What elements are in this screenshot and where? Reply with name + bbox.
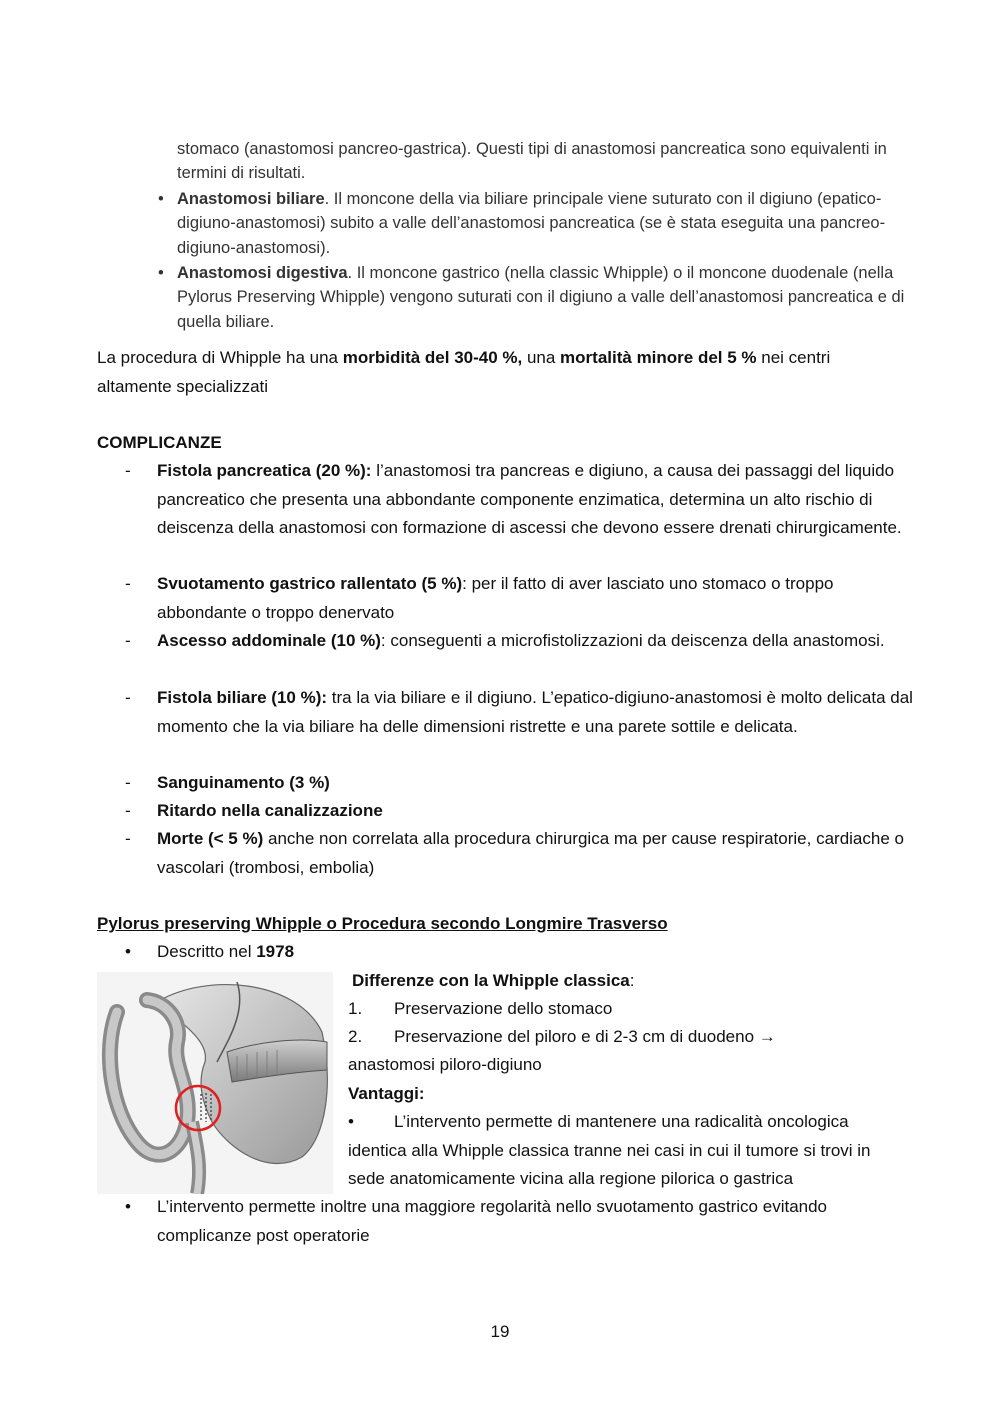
dash-bullet: - <box>125 773 131 792</box>
section-heading-pylorus: Pylorus preserving Whipple o Procedura secondo Longmire Trasverso <box>97 914 668 933</box>
list-item <box>158 261 917 335</box>
complication-title: Ritardo nella canalizzazione <box>157 801 383 820</box>
dash-bullet: - <box>125 461 131 480</box>
list-item-text: . Il moncone della via biliare principale viene suturato con il digiuno (epatico-digiuno-anastomosi) subito a valle dell’anastomosi pancreatica (se è stata eseguita una pancreo-digiuno-anastomosi). <box>177 189 886 257</box>
complication-title: Svuotamento gastrico rallentato (5 %) <box>157 574 463 593</box>
morbidity-paragraph: La procedura di Whipple ha una morbidità del 30-40 %, una mortalità minore del 5 % nei centri altamente specializzati <box>97 348 831 396</box>
vantaggi-item: L’intervento permette di mantenere una radicalità oncologica identica alla Whipple classica tranne nei casi in cui il tumore si trovi in sede anatomicamente vicina alla regione pilorica o gastrica <box>348 1112 871 1188</box>
complication-title: Fistola biliare (10 %): <box>157 688 328 707</box>
complication-item <box>125 627 917 656</box>
complication-text: : per il fatto di aver lasciato uno stomaco o troppo abbondante o troppo denervato <box>157 574 834 622</box>
list-item-bold: Anastomosi digestiva <box>177 263 348 282</box>
diff-heading: Differenze con la Whipple classica: <box>352 971 635 990</box>
vantaggi-heading: Vantaggi: <box>348 1084 425 1103</box>
numbered-item: 2. <box>348 1027 363 1046</box>
complication-text: : conseguenti a microfistolizzazioni da deiscenza della anastomosi. <box>380 631 885 650</box>
page-number: 19 <box>490 1322 510 1341</box>
list-item <box>158 187 917 261</box>
numbered-item-text: Preservazione del piloro e di 2-3 cm di duodeno → <box>394 1027 776 1046</box>
list-item: • L’intervento permette inoltre una maggiore regolarità nello svuotamento gastrico evitando complicanze post operatorie <box>157 1193 917 1250</box>
list-item: • Descritto nel 1978 <box>157 938 294 967</box>
dash-bullet: - <box>125 688 131 707</box>
bullet-icon: • <box>125 942 131 961</box>
complication-item <box>125 684 917 741</box>
dash-bullet: - <box>125 574 131 593</box>
section-heading-complicanze: COMPLICANZE <box>97 433 222 452</box>
list-item-text: . Il moncone gastrico (nella classic Whipple) o il moncone duodenale (nella Pylorus Preserving Whipple) vengono suturati con il digiuno a valle dell’anastomosi pancreatica e di quella biliare. <box>177 263 905 331</box>
dash-bullet: - <box>125 631 131 650</box>
complication-item <box>125 797 917 826</box>
complication-item <box>125 457 917 543</box>
pylorus-whipple-figure <box>97 972 333 1194</box>
complication-item <box>125 769 917 798</box>
list-item <box>177 137 917 186</box>
complication-text: l’anastomosi tra pancreas e digiuno, a causa dei passaggi del liquido pancreatico che presenta una abbondante componente enzimatica, determina un alto rischio di deiscenza della anastomosi con formazione di ascessi che devono essere drenati chirurgicamente. <box>157 461 902 537</box>
bullet-icon: • <box>348 1112 354 1131</box>
bullet-icon: • <box>125 1197 131 1216</box>
complication-item <box>125 570 917 627</box>
dash-bullet: - <box>125 801 131 820</box>
numbered-item: 1. <box>348 999 363 1018</box>
complication-title: Fistola pancreatica (20 %): <box>157 461 372 480</box>
list-item-text: stomaco (anastomosi pancreo-gastrica). Questi tipi di anastomosi pancreatica sono equivalenti in termini di risultati. <box>177 139 887 182</box>
complication-title: Ascesso addominale (10 %) <box>157 631 381 650</box>
bullet-icon: • <box>158 189 164 208</box>
numbered-item-text-cont: anastomosi piloro-digiuno <box>348 1055 542 1074</box>
complication-text: tra la via biliare e il digiuno. L’epatico-digiuno-anastomosi è molto delicata dal momento che la via biliare ha delle dimensioni ristrette e una parete sottile e delicata. <box>157 688 913 736</box>
complication-title: Morte (< 5 %) <box>157 829 264 848</box>
complication-title: Sanguinamento (3 %) <box>157 773 330 792</box>
dash-bullet: - <box>125 829 131 848</box>
bullet-icon: • <box>158 263 164 282</box>
complication-text: anche non correlata alla procedura chirurgica ma per cause respiratorie, cardiache o vascolari (trombosi, embolia) <box>157 829 904 877</box>
numbered-item-text: Preservazione dello stomaco <box>394 999 613 1018</box>
complication-item <box>125 825 917 882</box>
list-item-bold: Anastomosi biliare <box>177 189 325 208</box>
